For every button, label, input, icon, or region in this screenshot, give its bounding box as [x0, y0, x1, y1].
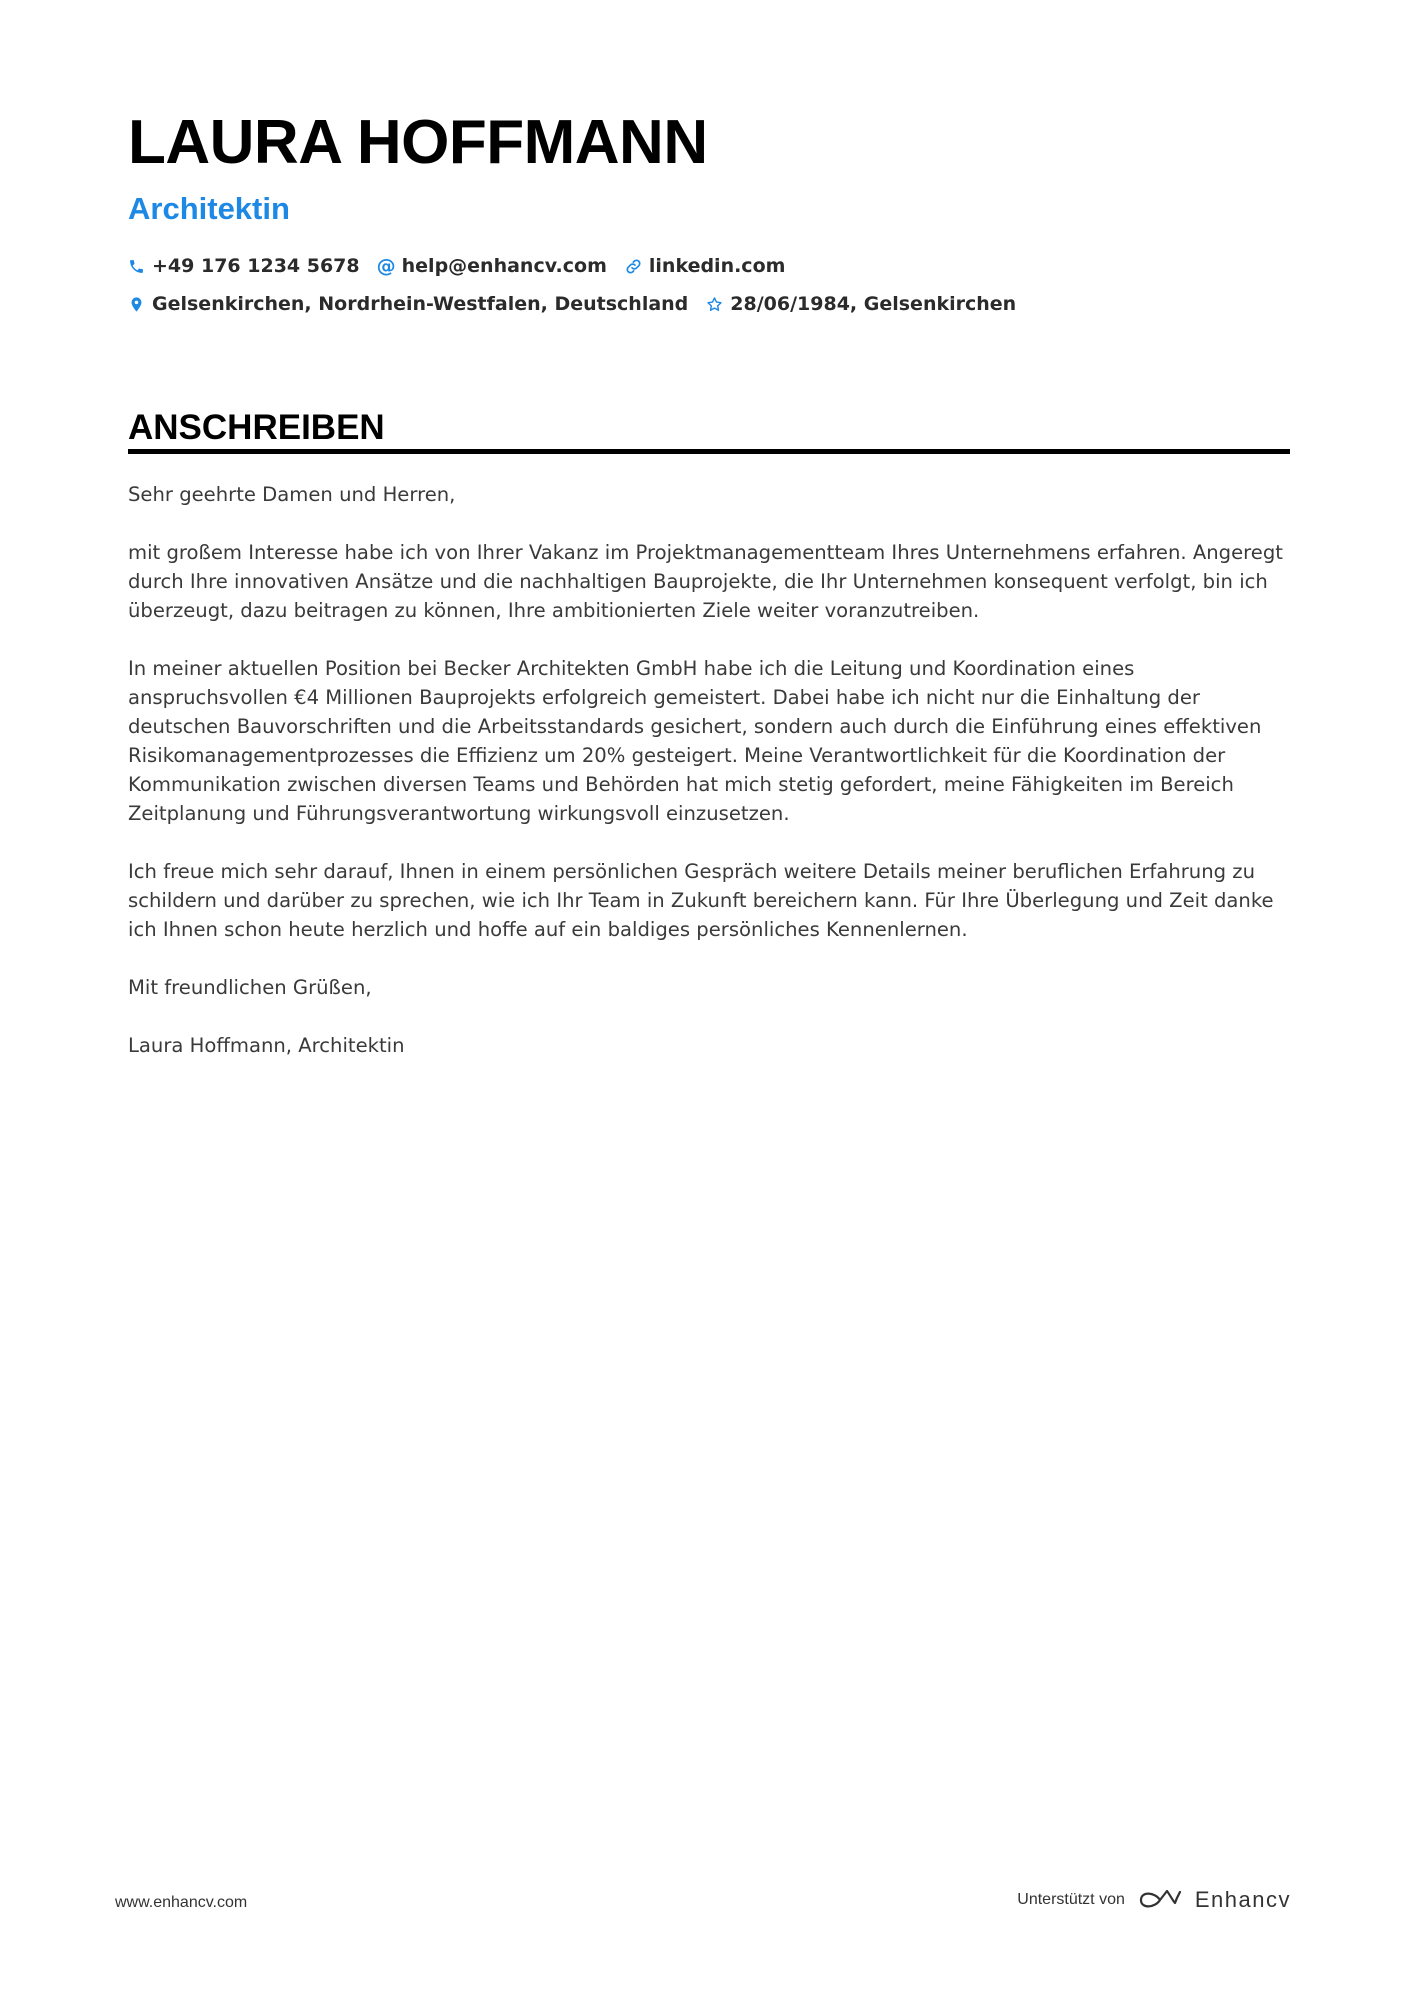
- applicant-role: Architektin: [128, 191, 290, 226]
- contact-linkedin[interactable]: [625, 254, 786, 278]
- contact-info: [128, 254, 1290, 316]
- applicant-name: LAURA HOFFMANN: [128, 108, 708, 177]
- letter-paragraph: Ich freue mich sehr darauf, Ihnen in einem persönlichen Gespräch weitere Details meiner beruflichen Erfahrung zu schildern und darüber zu sprechen, wie ich Ihr Team in Zukunft bereichern kann. Für Ihre Überlegung und Zeit danke ich Ihnen schon heute herzlich und hoffe auf ein baldiges persönliches Kennenlernen.: [128, 860, 1274, 941]
- letter-paragraph: In meiner aktuellen Position bei Becker Architekten GmbH habe ich die Leitung und Koordination eines anspruchsvollen €4 Millionen Bauprojekts erfolgreich gemeistert. Dabei habe ich nicht nur die Einhaltung der deutschen Bauvorschriften und die Arbeitsstandards gesichert, sondern auch durch die Einführung eines effektiven Risikomanagementprozesses die Effizienz um 20% gesteigert. Meine Verantwortlichkeit für die Koordination der Kommunikation zwischen diversen Teams und Behörden hat mich stetig gefordert, meine Fähigkeiten im Bereich Zeitplanung und Führungsverantwortung wirkungsvoll einzusetzen.: [128, 657, 1262, 825]
- contact-linkedin-text[interactable]: linkedin.com: [648, 255, 786, 277]
- footer-powered-by: [1017, 1880, 1291, 1920]
- phone-icon: [128, 258, 145, 275]
- at-icon: @: [376, 254, 396, 277]
- enhancv-logo-icon: [1137, 1887, 1183, 1913]
- letter-closing: Mit freundlichen Grüßen,: [128, 976, 372, 999]
- letter-paragraph: mit großem Interesse habe ich von Ihrer Vakanz im Projektmanagementteam Ihres Unternehmens erfahren. Angeregt durch Ihre innovativen Ansätze und die nachhaltigen Bauprojekte, die Ihr Unternehmen konsequent verfolgt, bin ich überzeugt, dazu beitragen zu können, Ihre ambitionierten Ziele weiter voranzutreiben.: [128, 541, 1283, 622]
- letter-signature: Laura Hoffmann, Architektin: [128, 1034, 405, 1057]
- section-divider: [128, 449, 1290, 454]
- contact-phone-text: +49 176 1234 5678: [152, 255, 360, 277]
- contact-birth: [706, 292, 1016, 316]
- contact-location-text: Gelsenkirchen, Nordrhein-Westfalen, Deutschland: [152, 293, 689, 315]
- powered-by-label: Unterstützt von: [1017, 1891, 1125, 1908]
- footer-website[interactable]: www.enhancv.com: [115, 1894, 248, 1911]
- star-icon: [706, 296, 723, 313]
- section-title: ANSCHREIBEN: [128, 408, 385, 447]
- contact-birth-text: 28/06/1984, Gelsenkirchen: [730, 293, 1017, 315]
- letter-body: [128, 480, 1290, 1089]
- contact-phone: [128, 254, 360, 278]
- letter-salutation: Sehr geehrte Damen und Herren,: [128, 483, 456, 506]
- contact-email[interactable]: [378, 254, 607, 278]
- contact-location: [128, 292, 688, 316]
- location-pin-icon: [128, 296, 145, 313]
- contact-email-text[interactable]: help@enhancv.com: [401, 255, 607, 277]
- brand-name: Enhancv: [1194, 1887, 1291, 1912]
- link-icon: [625, 258, 642, 275]
